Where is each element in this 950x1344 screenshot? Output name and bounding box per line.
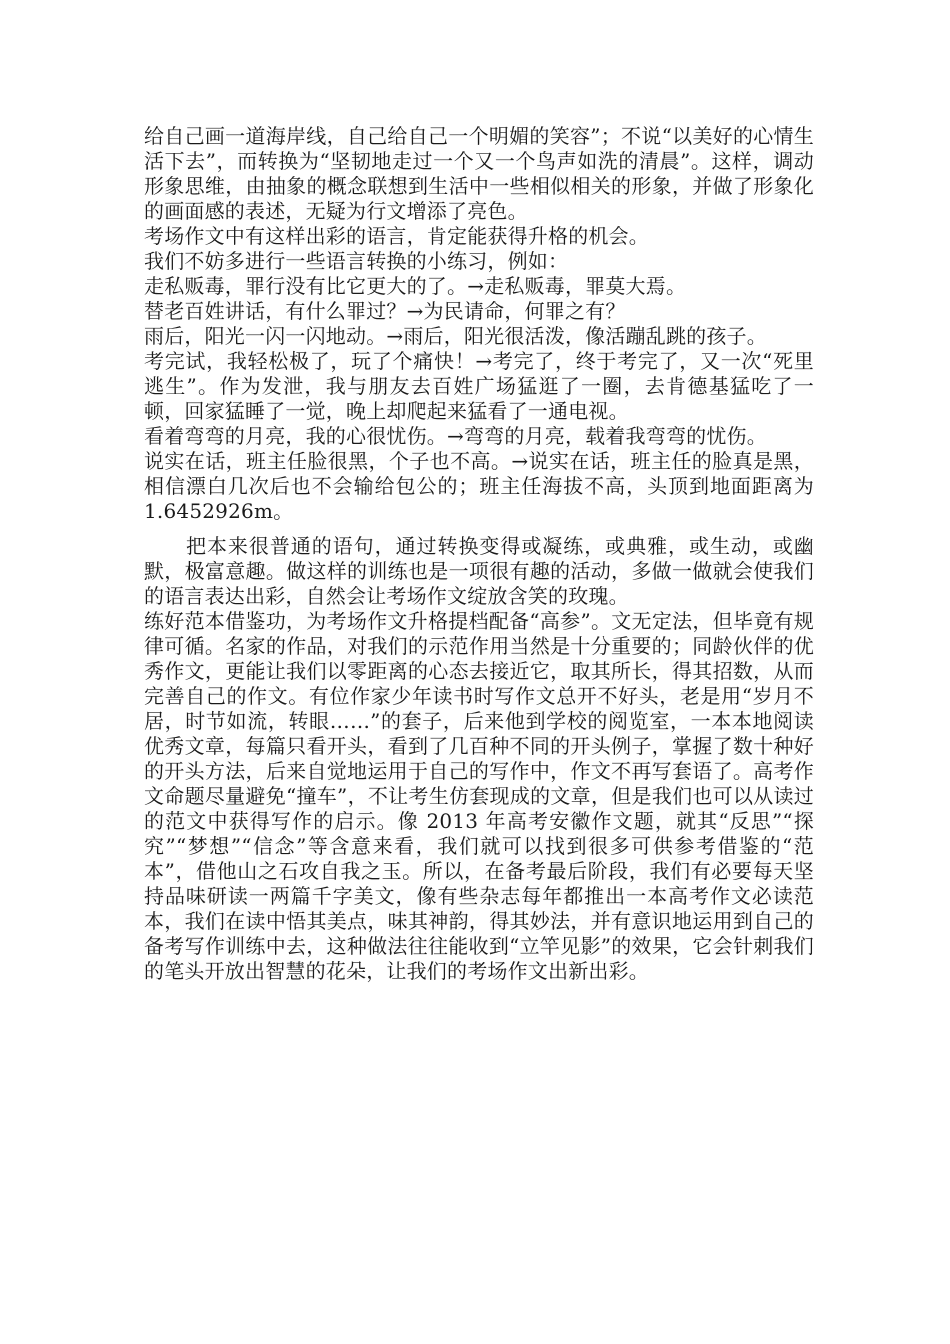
paragraph-upgrade-note: 考场作文中有这样出彩的语言，肯定能获得升格的机会。: [144, 224, 649, 248]
paragraph-example-5: 看着弯弯的月亮，我的心很忧伤。→弯弯的月亮，载着我弯弯的忧伤。: [144, 424, 767, 448]
paragraph-imagery-example: 给自己画一道海岸线，自己给自己一个明媚的笑容”；不说“以美好的心情生活下去”，而转换为“坚韧地走过一个又一个鸟声如洗的清晨”。这样，调动形象思维，由抽象的概念联想到生活中一些相似相关的形象，并做了形象化的画面感的表述，无疑为行文增添了亮色。: [144, 124, 814, 223]
paragraph-conversion-summary: 把本来很普通的语句，通过转换变得或凝练，或典雅，或生动，或幽默，极富意趣。做这样的训练也是一项很有趣的活动，多做一做就会使我们的语言表达出彩，自然会让考场作文绽放含笑的玫瑰。: [144, 534, 814, 608]
paragraph-exercise-intro: 我们不妨多进行一些语言转换的小练习，例如：: [144, 249, 569, 273]
paragraph-example-4: 考完试，我轻松极了，玩了个痛快！→考完了，终于考完了，又一次“死里逃生”。作为发泄，我与朋友去百姓广场猛逛了一圈，去肯德基猛吃了一顿，回家猛睡了一觉，晚上却爬起来猛看了一通电视。: [144, 349, 814, 423]
paragraph-example-6: 说实在话，班主任脸很黑，个子也不高。→说实在话，班主任的脸真是黑，相信漂白几次后也不会输给包公的；班主任海拔不高，头顶到地面距离为 1.6452926m。: [144, 449, 814, 523]
paragraph-example-2: 替老百姓讲话，有什么罪过？→为民请命，何罪之有？: [144, 299, 626, 323]
paragraph-model-essays: 练好范本借鉴功，为考场作文升格提档配备“高参”。文无定法，但毕竟有规律可循。名家的作品，对我们的示范作用当然是十分重要的；同龄伙伴的优秀作文，更能让我们以零距离的心态去接近它，取其所长，得其招数，从而完善自己的作文。有位作家少年读书时写作文总开不好头，老是用“岁月不居，时节如流，转眼……”的套子，后来他到学校的阅览室，一本本地阅读优秀文章，每篇只看开头，看到了几百种不同的开头例子，掌握了数十种好的开头方法，后来自觉地运用于自己的写作中，作文不再写套语了。高考作文命题尽量避免“撞车”，不让考生仿套现成的文章，但是我们也可以从读过的范文中获得写作的启示。像 2013 年高考安徽作文题，就其“反思”“探究”“梦想”“信念”等含意来看，我们就可以找到很多可供参考借鉴的“范本”，借他山之石攻自我之玉。所以，在备考最后阶段，我们有必要每天坚持品味研读一两篇千字美文，像有些杂志每年都推出一本高考作文必读范本，我们在读中悟其美点，味其神韵，得其妙法，并有意识地运用到自己的备考写作训练中去，这种做法往往能收到“立竿见影”的效果，它会针刺我们的笔头开放出智慧的花朵，让我们的考场作文出新出彩。: [144, 609, 814, 983]
paragraph-example-3: 雨后，阳光一闪一闪地动。→雨后，阳光很活泼，像活蹦乱跳的孩子。: [144, 324, 767, 348]
document-body: [144, 124, 814, 984]
paragraph-example-1: 走私贩毒，罪行没有比它更大的了。→走私贩毒，罪莫大焉。: [144, 274, 687, 298]
